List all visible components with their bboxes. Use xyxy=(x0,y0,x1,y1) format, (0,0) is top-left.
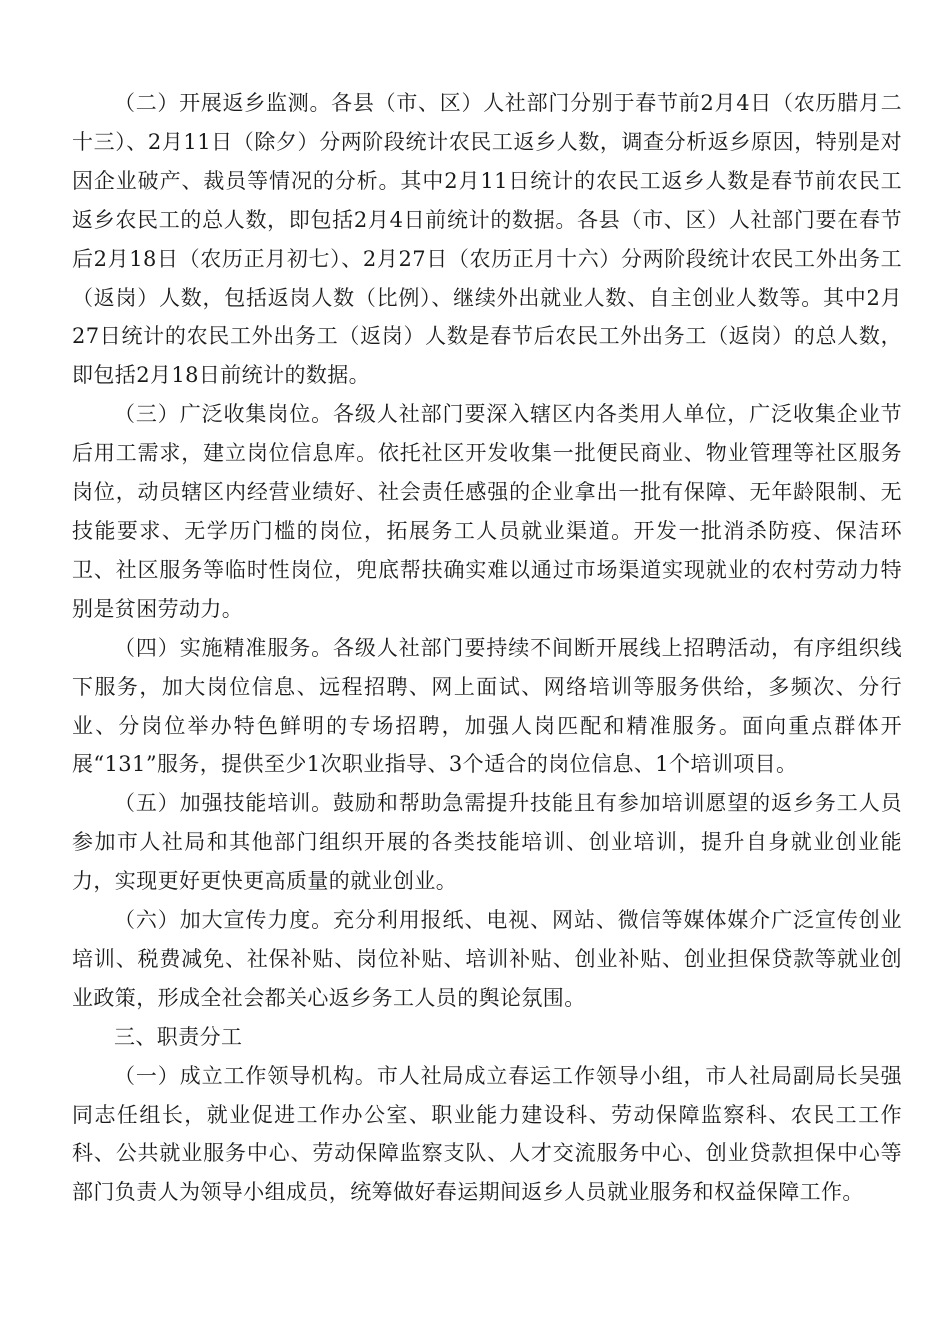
paragraph-publicity: （六）加大宣传力度。充分利用报纸、电视、网站、微信等媒体媒介广泛宣传创业培训、税费减免、社保补贴、岗位补贴、培训补贴、创业补贴、创业担保贷款等就业创业政策，形成全社会都关心返乡务工人员的舆论氛围。 xyxy=(72,908,902,1010)
paragraph-leadership: （一）成立工作领导机构。市人社局成立春运工作领导小组，市人社局副局长吴强同志任组长，就业促进工作办公室、职业能力建设科、劳动保障监察科、农民工工作科、公共就业服务中心、劳动保障监察支队、人才交流服务中心、创业贷款担保中心等部门负责人为领导小组成员，统筹做好春运期间返乡人员就业服务和权益保障工作。 xyxy=(72,1063,902,1205)
paragraph-job-collection: （三）广泛收集岗位。各级人社部门要深入辖区内各类用人单位，广泛收集企业节后用工需求，建立岗位信息库。依托社区开发收集一批便民商业、物业管理等社区服务岗位，动员辖区内经营业绩好、社会责任感强的企业拿出一批有保障、无年龄限制、无技能要求、无学历门槛的岗位，拓展务工人员就业渠道。开发一批消杀防疫、保洁环卫、社区服务等临时性岗位，兜底帮扶确实难以通过市场渠道实现就业的农村劳动力特别是贫困劳动力。 xyxy=(72,402,902,621)
document-body xyxy=(72,84,902,1212)
paragraph-skill-training: （五）加强技能培训。鼓励和帮助急需提升技能且有参加培训愿望的返乡务工人员参加市人社局和其他部门组织开展的各类技能培训、创业培训，提升自身就业创业能力，实现更好更快更高质量的就业创业。 xyxy=(72,791,902,894)
paragraph-return-monitoring: （二）开展返乡监测。各县（市、区）人社部门分别于春节前2月4日（农历腊月二十三）、2月11日（除夕）分两阶段统计农民工返乡人数，调查分析返乡原因，特别是对因企业破产、裁员等情况的分析。其中2月11日统计的农民工返乡人数是春节前农民工返乡农民工的总人数，即包括2月4日前统计的数据。各县（市、区）人社部门要在春节后2月18日（农历正月初七）、2月27日（农历正月十六）分两阶段统计农民工外出务工（返岗）人数，包括返岗人数（比例）、继续外出就业人数、自主创业人数等。其中2月27日统计的农民工外出务工（返岗）人数是春节后农民工外出务工（返岗）的总人数，即包括2月18日前统计的数据。 xyxy=(72,91,902,388)
paragraph-precise-service: （四）实施精准服务。各级人社部门要持续不间断开展线上招聘活动，有序组织线下服务，加大岗位信息、远程招聘、网上面试、网络培训等服务供给，多频次、分行业、分岗位举办特色鲜明的专场招聘，加强人岗匹配和精准服务。面向重点群体开展“131”服务，提供至少1次职业指导、3个适合的岗位信息、1个培训项目。 xyxy=(72,635,902,777)
section-heading: 三、职责分工 xyxy=(114,1024,243,1049)
